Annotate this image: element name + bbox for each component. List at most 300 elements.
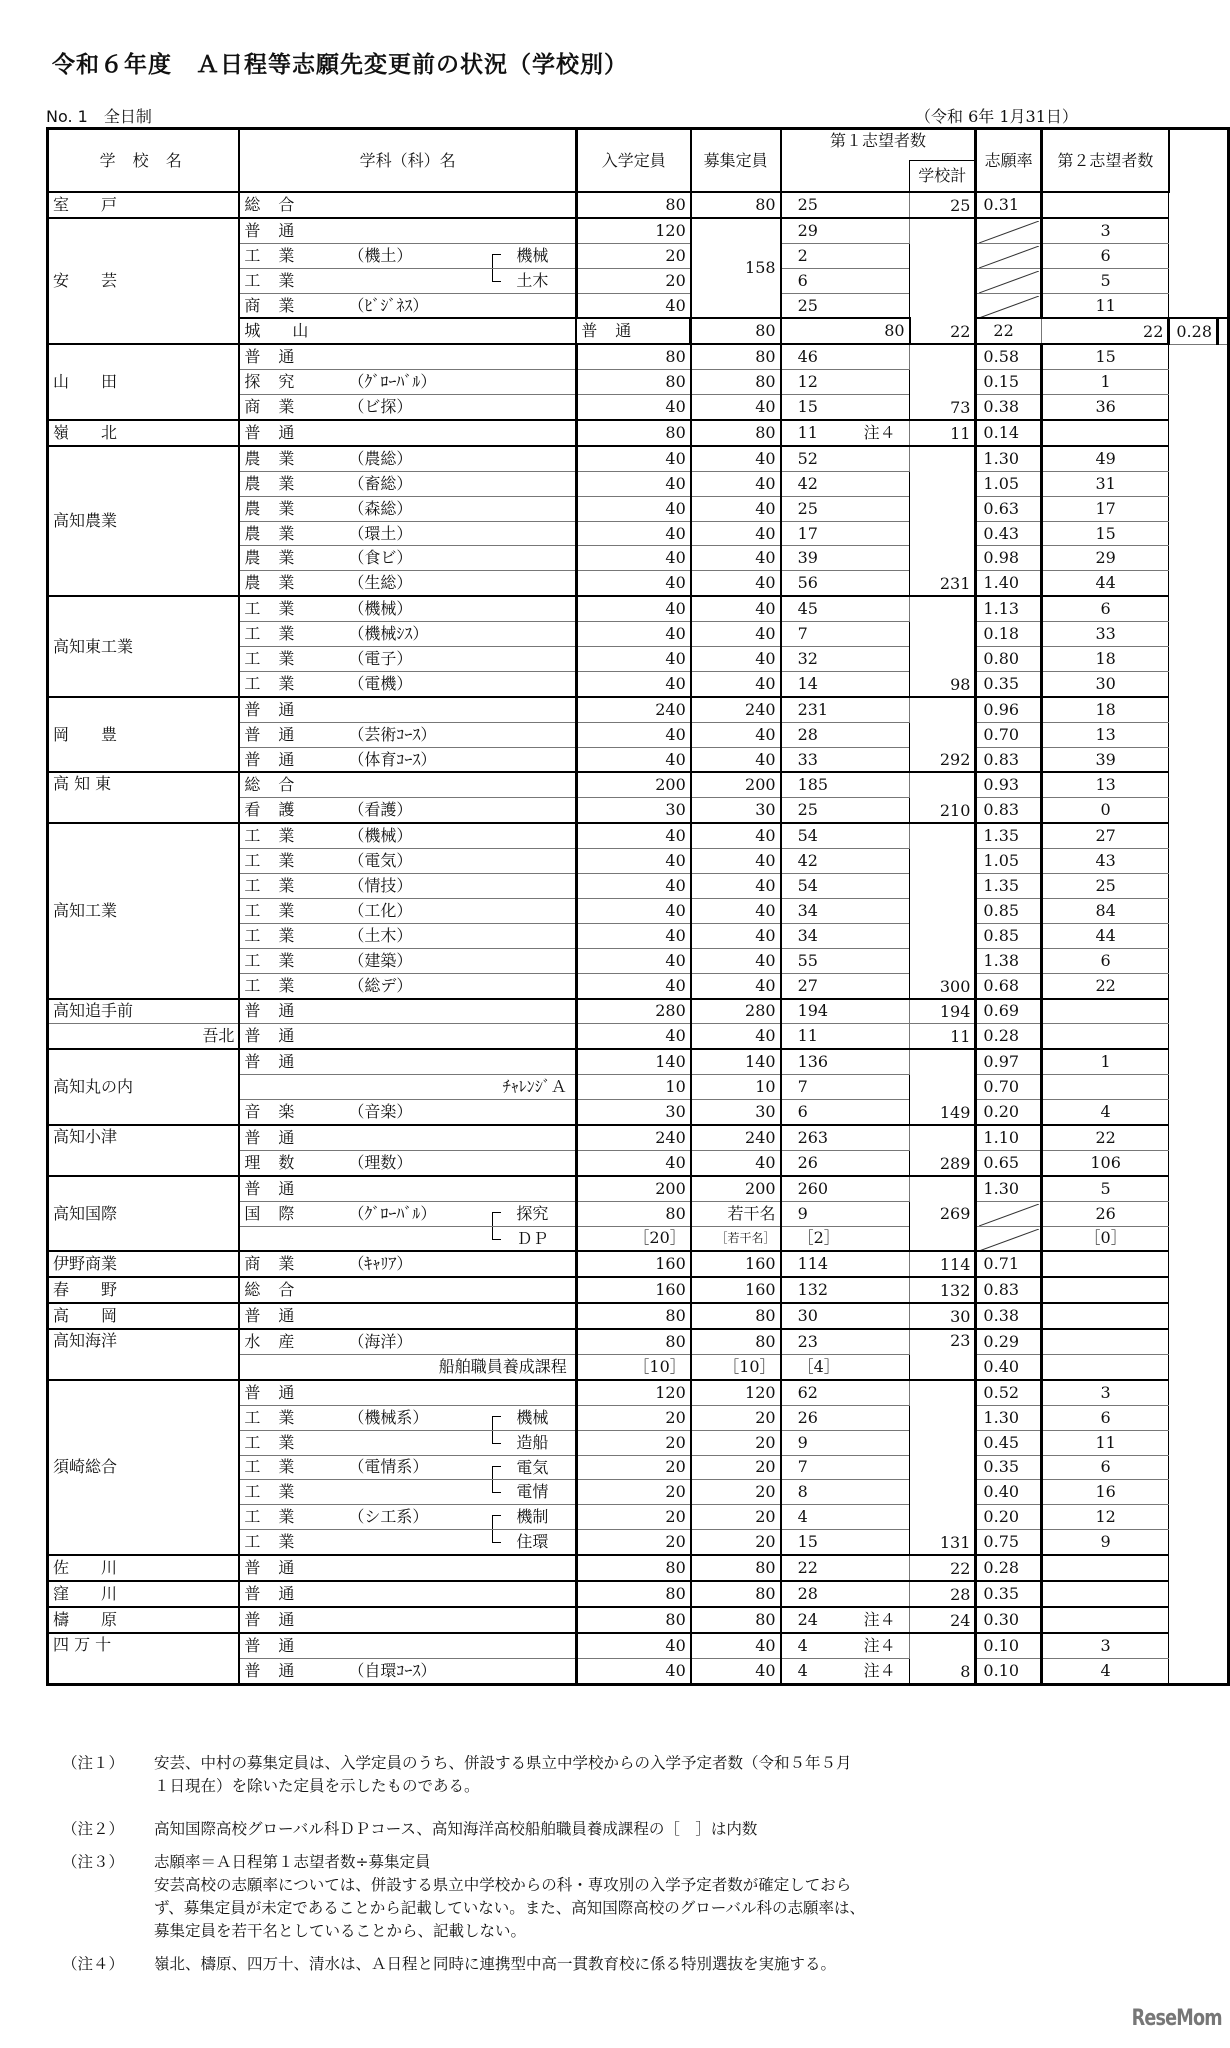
first-choice-value: [781, 1226, 910, 1251]
capacity-value: 30: [576, 1100, 691, 1125]
department-course: （土木）: [348, 925, 413, 945]
school-name-cell: [48, 344, 240, 420]
second-choice-value: 4: [1041, 1658, 1168, 1684]
capacity-value: 40: [576, 647, 691, 672]
department-cell: [239, 1176, 576, 1201]
second-choice-value: 6: [1041, 243, 1168, 268]
department-kind: 普通: [244, 1306, 313, 1326]
second-choice-value: [1041, 999, 1168, 1024]
department-cell: [239, 1405, 576, 1430]
department-kind: 工業: [244, 925, 313, 945]
department-cell: [239, 344, 576, 369]
capacity-value: 40: [576, 596, 691, 621]
department-cell: [239, 1633, 576, 1658]
department-cell: [239, 1201, 576, 1226]
recruit-value: 20: [691, 1430, 781, 1455]
department-course: （機械）: [348, 826, 413, 846]
department-kind: 工業: [244, 851, 313, 871]
rate-not-listed: [976, 1226, 1042, 1251]
first-choice-count: 14: [797, 673, 818, 693]
first-choice-value: [781, 647, 910, 672]
first-choice-count: ［2］: [797, 1228, 840, 1248]
department-kind: 総合: [244, 194, 313, 214]
footnote: [62, 1752, 1142, 1798]
first-choice-value: [781, 1581, 910, 1607]
application-rate: 0.20: [976, 1505, 1042, 1530]
department-cell: [239, 697, 576, 722]
capacity-value: 40: [576, 874, 691, 899]
application-rate: 0.10: [976, 1658, 1042, 1684]
application-rate: 0.85: [976, 923, 1042, 948]
first-choice-count: 12: [797, 372, 818, 392]
department-course: （自環ｺｰｽ）: [348, 1660, 437, 1680]
first-choice-value: [781, 798, 910, 823]
department-cell: [239, 973, 576, 998]
recruit-value: 30: [691, 798, 781, 823]
second-choice-value: 6: [1041, 1455, 1168, 1480]
first-choice-value: [781, 571, 910, 596]
department-cell: [239, 1505, 576, 1530]
department-cell: [239, 1329, 576, 1354]
department-kind: 農業: [244, 498, 313, 518]
school-total-value: 25: [910, 192, 976, 218]
application-rate: 0.14: [976, 420, 1042, 446]
page-title: 令和６年度 Ａ日程等志願先変更前の状況（学校別）: [52, 52, 628, 78]
first-choice-value: [781, 1277, 910, 1303]
diagonal-slash-icon: [979, 221, 1039, 243]
diagonal-slash-icon: [979, 296, 1039, 318]
department-cell: [239, 1480, 576, 1505]
school-total-value: 11: [910, 1024, 976, 1049]
first-choice-count: 29: [797, 220, 818, 240]
capacity-value: 40: [576, 1658, 691, 1684]
recruit-value: 40: [691, 1633, 781, 1658]
first-choice-count: 17: [797, 523, 818, 543]
first-choice-count: 39: [797, 548, 818, 568]
capacity-value: 240: [576, 1125, 691, 1150]
department-kind: 国際: [244, 1203, 313, 1223]
first-choice-count: 11: [797, 422, 818, 442]
capacity-value: 160: [576, 1277, 691, 1303]
recruit-value: 200: [691, 772, 781, 797]
first-choice-value: [781, 1505, 910, 1530]
first-choice-count: 46: [797, 347, 818, 367]
second-choice-value: 27: [1041, 823, 1168, 848]
footnote-text: [154, 1752, 1142, 1798]
capacity-value: 40: [576, 521, 691, 546]
table-subtitle: No. 1 全日制: [46, 107, 152, 126]
bracket-icon: [492, 1480, 501, 1494]
first-choice-value: [781, 1607, 910, 1633]
department-cell: [239, 671, 576, 696]
recruit-value: 80: [691, 1555, 781, 1581]
table-row: [48, 344, 1229, 369]
first-choice-count: 4: [797, 1635, 808, 1655]
first-choice-count: 263: [797, 1127, 829, 1147]
recruit-value: 160: [691, 1251, 781, 1277]
first-choice-count: 42: [797, 473, 818, 493]
first-choice-value: [781, 948, 910, 973]
department-cell: [239, 823, 576, 848]
recruit-value: 40: [691, 823, 781, 848]
table-body: [48, 192, 1229, 1684]
department-kind: 工業: [244, 624, 313, 644]
department-kind: 工業: [244, 1507, 313, 1527]
school-total-value: 269: [910, 1176, 976, 1252]
second-choice-value: 18: [1041, 697, 1168, 722]
department-kind: 普通: [581, 321, 650, 341]
school-total-value: 11: [910, 420, 976, 446]
school-name: 高知丸の内: [53, 1077, 134, 1097]
capacity-value: 20: [576, 1505, 691, 1530]
capacity-value: 200: [576, 1176, 691, 1201]
diagonal-slash-icon: [979, 246, 1039, 268]
footnote-label: （注１）: [62, 1754, 125, 1772]
header-recruit: 募集定員: [691, 129, 781, 193]
school-name-cell: [48, 1555, 240, 1581]
table-row: [48, 1581, 1229, 1607]
bracket-icon: [492, 1466, 501, 1480]
department-kind: 総合: [244, 775, 313, 795]
department-cell: [239, 948, 576, 973]
first-choice-value: [781, 1455, 910, 1480]
first-choice-count: 23: [797, 1332, 818, 1352]
first-choice-count: 34: [797, 900, 818, 920]
school-name-cell: [48, 823, 240, 998]
application-rate: 0.71: [976, 1251, 1042, 1277]
first-choice-value: [781, 1633, 910, 1658]
school-name-cell: [48, 1277, 240, 1303]
application-rate: 0.38: [976, 1303, 1042, 1329]
capacity-value: 80: [576, 370, 691, 395]
first-choice-count: 7: [797, 624, 808, 644]
department-cell: [239, 546, 576, 571]
application-rate: 0.45: [976, 1430, 1042, 1455]
second-choice-value: 25: [1041, 874, 1168, 899]
sub-major: 電気: [516, 1457, 549, 1477]
department-kind: 普通: [244, 1001, 313, 1021]
school-total-value: 149: [910, 1049, 976, 1125]
capacity-value: 20: [576, 1530, 691, 1555]
second-choice-value: [1041, 1329, 1168, 1354]
second-choice-value: 6: [1041, 1405, 1168, 1430]
department-kind: 工業: [244, 245, 313, 265]
department-course: （ｸﾞﾛｰﾊﾞﾙ）: [348, 1203, 437, 1223]
capacity-value: 40: [576, 923, 691, 948]
second-choice-value: 31: [1041, 471, 1168, 496]
sub-major: 土木: [516, 270, 549, 290]
school-name: 岡 豊: [53, 724, 118, 744]
department-course: （環土）: [348, 523, 413, 543]
capacity-value: 40: [576, 471, 691, 496]
application-rate: 0.35: [976, 671, 1042, 696]
department-cell: [239, 395, 576, 420]
first-choice-value: [781, 1075, 910, 1100]
department-kind: 理数: [244, 1152, 313, 1172]
capacity-value: 200: [576, 772, 691, 797]
capacity-value: 120: [576, 1380, 691, 1405]
school-name-cell: [48, 218, 240, 344]
department-kind: 普通: [244, 724, 313, 744]
school-name-cell: [48, 420, 240, 446]
second-choice-value: [1041, 1607, 1168, 1633]
department-cell: [239, 496, 576, 521]
application-rate: 0.10: [976, 1633, 1042, 1658]
second-choice-value: 13: [1041, 772, 1168, 797]
school-name-cell: [48, 1581, 240, 1607]
school-name: 高知海洋: [53, 1331, 118, 1351]
first-choice-value: [781, 1380, 910, 1405]
first-choice-count: ［4］: [797, 1356, 840, 1376]
department-course: （体育ｺｰｽ）: [348, 749, 437, 769]
capacity-value: 40: [576, 849, 691, 874]
application-rate: 0.96: [976, 697, 1042, 722]
recruit-value: 240: [691, 697, 781, 722]
bracket-icon: [492, 268, 501, 282]
table-row: [48, 999, 1229, 1024]
department-cell: [239, 849, 576, 874]
capacity-value: 80: [576, 1329, 691, 1354]
application-rate: 0.28: [976, 1024, 1042, 1049]
department-cell: [239, 798, 576, 823]
capacity-value: ［10］: [576, 1354, 691, 1379]
recruit-value: 40: [691, 722, 781, 747]
table-row: [48, 1555, 1229, 1581]
department-kind: 普通: [244, 1178, 313, 1198]
first-choice-count: 62: [797, 1382, 818, 1402]
second-choice-value: 29: [1041, 546, 1168, 571]
recruit-value: 200: [691, 1176, 781, 1201]
application-rate: 1.40: [976, 571, 1042, 596]
department-cell: [239, 722, 576, 747]
department-kind: 工業: [244, 599, 313, 619]
school-name-cell: [48, 1176, 240, 1252]
recruit-value: ［若干名］: [691, 1226, 781, 1251]
second-choice-value: 9: [1041, 1530, 1168, 1555]
department-course: （電機）: [348, 673, 413, 693]
diagonal-slash-icon: [979, 1229, 1039, 1251]
first-choice-count: 28: [797, 724, 818, 744]
recruit-value: 20: [691, 1405, 781, 1430]
application-rate: 0.40: [976, 1354, 1042, 1379]
school-name-cell: [48, 999, 240, 1024]
first-choice-value: [781, 849, 910, 874]
recruit-value: 80: [691, 344, 781, 369]
department-kind: 商業: [244, 1254, 313, 1274]
rate-not-listed: [976, 268, 1042, 293]
department-course: （ｸﾞﾛｰﾊﾞﾙ）: [348, 372, 437, 392]
department-kind: 普通: [244, 699, 313, 719]
school-name: 高 知 東: [53, 774, 112, 794]
department-cell: [239, 192, 576, 218]
department-course: （理数）: [348, 1152, 413, 1172]
sub-major: ＤＰ: [516, 1228, 549, 1248]
sub-major: 住環: [516, 1532, 549, 1552]
application-rate: 0.20: [976, 1100, 1042, 1125]
footnote-line: 募集定員を若干名としていることから、記載しない。: [154, 1922, 527, 1940]
school-total-value: 23: [910, 1329, 976, 1380]
school-name-cell: [48, 1303, 240, 1329]
school-name: 高知工業: [53, 900, 118, 920]
header-rate: 志願率: [976, 129, 1042, 193]
second-choice-value: [1041, 1277, 1168, 1303]
school-total-value: 131: [910, 1380, 976, 1555]
first-choice-count: 185: [797, 775, 829, 795]
note-reference: 注４: [863, 1635, 896, 1655]
recruit-value: 20: [691, 1530, 781, 1555]
department-course: （情技）: [348, 875, 413, 895]
first-choice-value: [781, 1555, 910, 1581]
header-school: 学 校 名: [48, 129, 240, 193]
table-row: [48, 192, 1229, 218]
capacity-value: 40: [576, 671, 691, 696]
table-row: [48, 1176, 1229, 1201]
second-choice-value: 3: [1041, 1633, 1168, 1658]
recruit-value: 280: [691, 999, 781, 1024]
second-choice-value: 3: [1041, 1380, 1168, 1405]
department-kind: 工業: [244, 950, 313, 970]
table-row: [48, 446, 1229, 471]
capacity-value: 40: [576, 898, 691, 923]
capacity-value: 80: [576, 1555, 691, 1581]
application-rate: 0.93: [976, 772, 1042, 797]
recruit-value: 80: [691, 1329, 781, 1354]
first-choice-value: [781, 268, 910, 293]
first-choice-value: [781, 898, 910, 923]
table-row: [48, 1049, 1229, 1074]
department-cell: [239, 268, 576, 293]
first-choice-value: [781, 1658, 910, 1684]
first-choice-value: [781, 218, 910, 243]
table-row: [48, 1024, 1229, 1049]
capacity-value: 40: [576, 722, 691, 747]
school-name: 伊野商業: [53, 1254, 118, 1274]
application-rate: 1.30: [976, 1405, 1042, 1430]
first-choice-count: 260: [797, 1178, 829, 1198]
recruit-value: 40: [691, 1150, 781, 1175]
department-kind: 工業: [244, 900, 313, 920]
recruit-value: 40: [691, 571, 781, 596]
school-name: 四 万 十: [53, 1634, 112, 1654]
recruit-value: 40: [691, 446, 781, 471]
application-rate: 0.58: [976, 344, 1042, 369]
first-choice-count: 194: [797, 1001, 829, 1021]
recruit-value: 40: [691, 647, 781, 672]
application-rate: 1.10: [976, 1125, 1042, 1150]
first-choice-value: [781, 1049, 910, 1074]
second-choice-value: 15: [1041, 344, 1168, 369]
department-cell: [239, 1607, 576, 1633]
first-choice-count: 2: [797, 245, 808, 265]
first-choice-value: [781, 1530, 910, 1555]
first-choice-value: [781, 923, 910, 948]
recruit-value: 40: [691, 923, 781, 948]
department-cell: [239, 1226, 576, 1251]
second-choice-value: 30: [1041, 671, 1168, 696]
application-rate: 0.70: [976, 722, 1042, 747]
school-total-value: 194: [910, 999, 976, 1024]
second-choice-value: [1218, 318, 1229, 344]
department-course: （ビ探）: [348, 397, 413, 417]
footnote: [62, 1851, 1142, 1943]
first-choice-value: [781, 546, 910, 571]
second-choice-value: 11: [1041, 1430, 1168, 1455]
department-kind: 音楽: [244, 1102, 313, 1121]
second-choice-value: [1041, 192, 1168, 218]
department-course: （看護）: [348, 800, 413, 820]
application-rate: 0.43: [976, 521, 1042, 546]
first-choice-count: 30: [797, 1306, 818, 1326]
capacity-value: 40: [576, 973, 691, 998]
department-cell: [239, 1150, 576, 1175]
department-cell: [239, 622, 576, 647]
recruit-value: 40: [691, 622, 781, 647]
header-second-choice: 第２志望者数: [1041, 129, 1168, 193]
department-course: （森総）: [348, 498, 413, 518]
department-course: （機械）: [348, 599, 413, 619]
second-choice-value: 16: [1041, 1480, 1168, 1505]
first-choice-value: [781, 772, 910, 797]
school-name-cell: [239, 318, 576, 344]
department-course: （機土）: [348, 245, 413, 265]
department-cell: [239, 1430, 576, 1455]
first-choice-count: 45: [797, 599, 818, 619]
first-choice-count: 42: [797, 851, 818, 871]
application-rate: 0.70: [976, 1075, 1042, 1100]
department-course: （電情系）: [348, 1457, 429, 1477]
school-total-value: 22: [910, 218, 976, 344]
department-kind: 普通: [244, 1583, 313, 1603]
second-choice-value: [1041, 420, 1168, 446]
footnote-label: （注２）: [62, 1820, 125, 1838]
application-rate: 0.18: [976, 622, 1042, 647]
department-cell: [239, 1455, 576, 1480]
capacity-value: 80: [576, 1607, 691, 1633]
table-row: [48, 1607, 1229, 1633]
bracket-icon: [492, 1212, 501, 1226]
first-choice-value: [781, 521, 910, 546]
recruit-value: 40: [691, 596, 781, 621]
department-cell: [239, 1658, 576, 1684]
recruit-value: 10: [691, 1075, 781, 1100]
application-rate: 0.98: [976, 546, 1042, 571]
capacity-value: 40: [576, 1150, 691, 1175]
first-choice-value: [781, 192, 910, 218]
first-choice-count: 15: [797, 397, 818, 417]
school-name-cell: [48, 1049, 240, 1125]
capacity-value: 40: [576, 446, 691, 471]
school-name: 嶺 北: [53, 422, 118, 442]
school-name: 佐 川: [53, 1558, 118, 1578]
school-name: 高知東工業: [53, 636, 134, 656]
school-total-value: 28: [910, 1581, 976, 1607]
school-total-value: 114: [910, 1251, 976, 1277]
school-name-cell: [48, 192, 240, 218]
school-name: 高知国際: [53, 1203, 118, 1223]
sub-major: 電情: [516, 1482, 549, 1502]
footnote: [62, 1818, 1142, 1841]
recruit-value: 40: [691, 496, 781, 521]
first-choice-value: [781, 671, 910, 696]
first-choice-value: [781, 1024, 910, 1049]
second-choice-value: 18: [1041, 647, 1168, 672]
second-choice-value: 44: [1041, 571, 1168, 596]
recruit-value: 若干名: [691, 1201, 781, 1226]
second-choice-value: 22: [1041, 973, 1168, 998]
first-choice-count: 7: [797, 1457, 808, 1477]
recruit-value: 80: [691, 1303, 781, 1329]
department-kind: 商業: [244, 295, 313, 315]
